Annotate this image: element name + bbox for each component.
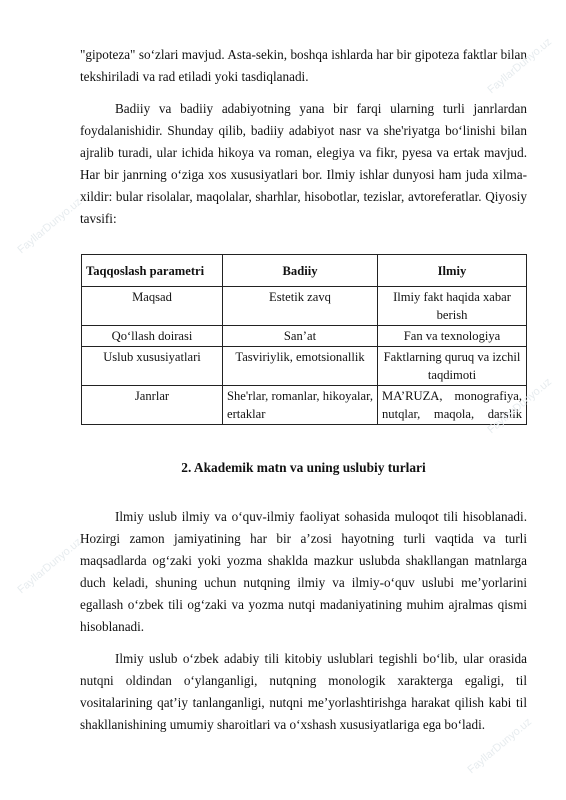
- paragraph-bookish-styles: Ilmiy uslub o‘zbek adabiy tili kitobiy uslublari tegishli bo‘lib, ular orasida nutqni oldindan o‘ylanganligi, nutqning monologik xarakterga egaligi, til vositalarining qat’iy tanlanganligi, nutqni me’yorlashtirishga harakat qilish kabi til shakllanishining umumiy sharoitlari va o‘xshash xususiyatlariga ega bo‘ladi.: [80, 651, 527, 732]
- paragraph-genres: Badiiy va badiiy adabiyotning yana bir farqi ularning turli janrlardan foydalanishidir. Shunday qilib, badiiy adabiyot nasr va she'riyatga bo‘linishi bilan ajralib turadi, ular ichida hikoya va roman, elegiya va fikr, pyesa va ertak mavjud. Har bir janrning o‘ziga xos xususiyatlari bor. Ilmiy ishlar dunyosi ham juda xilma-xildir: bular risolalar, maqolalar, sharhlar, hisobotlar, tezislar, avtoreferatlar. Qiyosiy tavsifi:: [80, 101, 527, 226]
- table-header-cell: Badiiy: [223, 255, 378, 287]
- table-row: [82, 386, 527, 425]
- section-heading: 2. Akademik matn va uning uslubiy turlari: [181, 460, 426, 475]
- table-cell: Estetik zavq: [223, 287, 378, 326]
- table-header-cell: Ilmiy: [378, 255, 527, 287]
- watermark-text: FayllarDunyo.uz: [485, 375, 555, 437]
- table-header-cell: Taqqoslash parametri: [82, 255, 223, 287]
- table-cell: Maqsad: [82, 287, 223, 326]
- table-cell: Uslub xususiyatlari: [82, 347, 223, 386]
- table-cell: Faktlarning quruq va izchil taqdimoti: [378, 347, 527, 386]
- watermark-text: FayllarDunyo.uz: [15, 535, 85, 597]
- table-cell: Tasviriylik, emotsionallik: [223, 347, 378, 386]
- table-cell: MA’RUZA, monografiya, nutqlar, maqola, darslik: [378, 386, 527, 425]
- table-cell: Ilmiy fakt haqida xabar berish: [378, 287, 527, 326]
- watermark-text: FayllarDunyo.uz: [15, 195, 85, 257]
- paragraph-gipoteza: "gipoteza" so‘zlari mavjud. Asta-sekin, boshqa ishlarda har bir gipoteza faktlar bilan tekshiriladi va rad etiladi yoki tasdiqlanadi.: [80, 47, 527, 84]
- table-row: [82, 326, 527, 347]
- table-cell: San’at: [223, 326, 378, 347]
- table-cell: Janrlar: [82, 386, 223, 425]
- watermark-text: FayllarDunyo.uz: [485, 35, 555, 97]
- table-row: [82, 287, 527, 326]
- table-cell: Qo‘llash doirasi: [82, 326, 223, 347]
- table-cell: Fan va texnologiya: [378, 326, 527, 347]
- table-cell: She'rlar, romanlar, hikoyalar, ertaklar: [223, 386, 378, 425]
- table-row: [82, 347, 527, 386]
- paragraph-scientific-style: Ilmiy uslub ilmiy va o‘quv-ilmiy faoliyat sohasida muloqot tili hisoblanadi. Hozirgi zamon jamiyatining har bir a’zosi hayotning turli vaqtida va turli maqsadlarda og‘zaki yoki yozma shaklda mazkur uslubda shakllangan matnlarga duch keladi, shuning uchun nutqning ilmiy va ilmiy-o‘quv uslubi me’yorlarini egallash o‘zbek tili og‘zaki va yozma nutqi madaniyatining muhim ajralmas qismi hisoblanadi.: [80, 509, 527, 634]
- table-header-row: [82, 255, 527, 287]
- comparison-table: [81, 254, 527, 425]
- watermark-text: FayllarDunyo.uz: [465, 715, 535, 777]
